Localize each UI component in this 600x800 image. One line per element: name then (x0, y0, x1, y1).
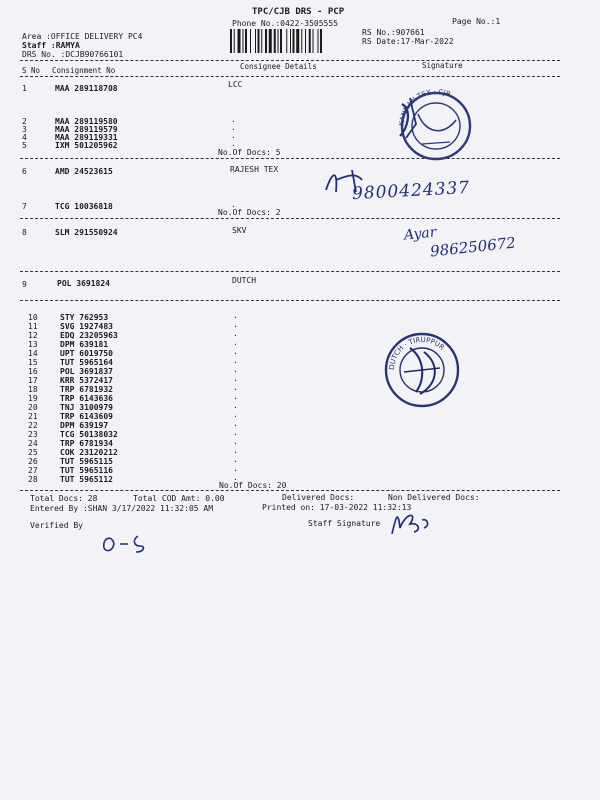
divider (20, 218, 560, 219)
stamp-text: DUTCH · TIRUPPUR (387, 335, 446, 371)
no-of-docs: No.Of Docs: 5 (218, 148, 281, 157)
barcode-bar (318, 29, 319, 53)
row-consignment: DPM 639197 (60, 421, 109, 430)
row-sno: 21 (28, 412, 38, 421)
row-consignment: SLM 291550924 (55, 228, 118, 237)
entered-by: Entered By :SHAN 3/17/2022 11:32:05 AM (30, 504, 214, 513)
barcode-bar (278, 29, 279, 53)
stamp-text: KANNAN TEX · CJB (397, 87, 452, 127)
printed-on: Printed on: 17-03-2022 11:32:13 (262, 503, 412, 512)
row-sno: 16 (28, 367, 38, 376)
dot-mark: . (233, 446, 238, 455)
dot-mark: . (233, 410, 238, 419)
row-consignee: SKV (232, 226, 247, 235)
row-sno: 15 (28, 358, 38, 367)
dot-mark: . (233, 383, 238, 392)
row-sno: 5 (22, 141, 27, 150)
row-consignment: EDQ 23205963 (60, 331, 118, 340)
row-consignment: TCG 10036818 (55, 202, 113, 211)
dot-mark: . (233, 356, 238, 365)
col-header-signature: Signature (422, 61, 463, 70)
dot-mark: . (231, 139, 236, 148)
row-consignment: POL 3691824 (57, 279, 110, 288)
dot-mark: . (233, 347, 238, 356)
drs-number: DRS No. :DCJB90766101 (22, 50, 124, 59)
row-consignment: DPM 639181 (60, 340, 109, 349)
dot-mark: . (233, 401, 238, 410)
row-sno: 2 (22, 117, 27, 126)
row-sno: 12 (28, 331, 38, 340)
divider (20, 60, 560, 61)
dot-mark: . (231, 200, 236, 209)
row-sno: 9 (22, 280, 27, 289)
row-sno: 17 (28, 376, 38, 385)
non-delivered-docs: Non Delivered Docs: (388, 493, 480, 502)
barcode-bar (309, 29, 311, 53)
row-sno: 8 (22, 228, 27, 237)
barcode-bar (293, 29, 295, 53)
staff-signature (388, 508, 434, 538)
row-consignment: IXM 501205962 (55, 141, 118, 150)
row-consignment: AMD 24523615 (55, 167, 113, 176)
barcode-bar (230, 29, 232, 53)
company-stamp-icon (392, 84, 478, 164)
col-header-sno: S No (22, 66, 41, 75)
area-label: Area :OFFICE DELIVERY PC4 (22, 32, 143, 41)
row-consignment: TUT 5965164 (60, 358, 113, 367)
document-title: TPC/CJB DRS - PCP (252, 7, 345, 17)
dot-mark: . (233, 473, 238, 482)
phone-number: Phone No.:0422-3505555 (232, 19, 338, 28)
staff-signature-label: Staff Signature (308, 519, 381, 528)
dot-mark: . (233, 329, 238, 338)
dot-mark: . (231, 131, 236, 140)
col-header-consignee: Consignee Details (240, 62, 317, 71)
page-number: Page No.:1 (452, 17, 501, 26)
row-sno: 11 (28, 322, 38, 331)
row-sno: 13 (28, 340, 38, 349)
barcode-bar (286, 29, 287, 53)
row-sno: 4 (22, 133, 27, 142)
barcode-bar (296, 29, 299, 53)
row-sno: 1 (22, 84, 27, 93)
barcode-bar (265, 29, 267, 53)
barcode-bar (274, 29, 276, 53)
rs-date: RS Date:17-Mar-2022 (362, 37, 454, 46)
row-sno: 22 (28, 421, 38, 430)
row-consignment: TUT 5965112 (60, 475, 113, 484)
divider (20, 158, 560, 159)
dot-mark: . (233, 428, 238, 437)
row-sno: 25 (28, 448, 38, 457)
row-consignment: COK 23120212 (60, 448, 118, 457)
verified-by-signature (98, 530, 168, 556)
dot-mark: . (233, 365, 238, 374)
barcode-bar (258, 29, 260, 53)
row-consignment: TRP 6143609 (60, 412, 113, 421)
row-sno: 23 (28, 430, 38, 439)
dot-mark: . (233, 338, 238, 347)
row-sno: 24 (28, 439, 38, 448)
row-consignment: SVG 1927483 (60, 322, 113, 331)
barcode (230, 29, 356, 53)
total-cod-amount: Total COD Amt: 0.00 (133, 494, 225, 503)
handwritten-phone-2: 986250672 (429, 233, 517, 261)
col-header-consignment: Consignment No (52, 66, 116, 75)
row-sno: 19 (28, 394, 38, 403)
row-consignee: LCC (228, 80, 243, 89)
row-consignment: MAA 289119580 (55, 117, 118, 126)
rs-number: RS No.:907661 (362, 28, 425, 37)
verified-by-label: Verified By (30, 521, 83, 530)
barcode-bar (301, 29, 302, 53)
row-sno: 18 (28, 385, 38, 394)
row-sno: 20 (28, 403, 38, 412)
barcode-bar (255, 29, 256, 53)
dot-mark: . (231, 123, 236, 132)
row-consignment: TUT 5965116 (60, 466, 113, 475)
barcode-bar (261, 29, 262, 53)
dot-mark: . (231, 115, 236, 124)
row-sno: 26 (28, 457, 38, 466)
row-consignment: MAA 289119579 (55, 125, 118, 134)
barcode-bar (290, 29, 291, 53)
barcode-bar (313, 29, 314, 53)
row-consignment: UPT 6019750 (60, 349, 113, 358)
handwritten-phone-1: 9800424337 (351, 177, 471, 205)
dutch-stamp-icon (380, 328, 464, 412)
barcode-bar (245, 29, 247, 53)
dot-mark: . (233, 437, 238, 446)
row-sno: 28 (28, 475, 38, 484)
barcode-bar (320, 29, 322, 53)
row-sno: 3 (22, 125, 27, 134)
row-consignment: TRP 6781934 (60, 439, 113, 448)
dot-mark: . (233, 455, 238, 464)
no-of-docs: No.Of Docs: 2 (218, 208, 281, 217)
total-docs: Total Docs: 28 (30, 494, 98, 503)
dot-mark: . (233, 392, 238, 401)
row-sno: 27 (28, 466, 38, 475)
no-of-docs: No.Of Docs: 20 (219, 481, 287, 490)
barcode-bar (305, 29, 306, 53)
row-sno: 10 (28, 313, 38, 322)
barcode-bar (269, 29, 272, 53)
row-consignment: TNJ 3100979 (60, 403, 113, 412)
row-consignment: TCG 50138032 (60, 430, 118, 439)
barcode-bar (243, 29, 244, 53)
dot-mark: . (233, 311, 238, 320)
row-consignee: DUTCH (232, 276, 257, 285)
barcode-bar (280, 29, 282, 53)
dot-mark: . (233, 320, 238, 329)
divider (20, 76, 560, 77)
delivered-docs: Delivered Docs: (282, 493, 355, 502)
divider (20, 271, 560, 272)
divider (20, 490, 560, 491)
row-sno: 7 (22, 202, 27, 211)
dot-mark: . (233, 464, 238, 473)
row-consignment: TRP 6143636 (60, 394, 113, 403)
row-consignment: TUT 5965115 (60, 457, 113, 466)
barcode-bar (238, 29, 241, 53)
row-consignment: MAA 289119331 (55, 133, 118, 142)
row-consignee: RAJESH TEX (230, 165, 279, 174)
row-sno: 14 (28, 349, 38, 358)
staff-label: Staff :RAMYA (22, 41, 80, 50)
row-consignment: MAA 289118708 (55, 84, 118, 93)
barcode-bar (234, 29, 235, 53)
row-consignment: KRR 5372417 (60, 376, 113, 385)
barcode-bar (250, 29, 251, 53)
dot-mark: . (233, 419, 238, 428)
row-consignment: TRP 6781932 (60, 385, 113, 394)
row-consignment: STY 762953 (60, 313, 109, 322)
handwritten-name-2: Ayar (403, 224, 438, 244)
divider (20, 300, 560, 301)
dot-mark: . (233, 374, 238, 383)
row-consignment: POL 3691837 (60, 367, 113, 376)
row-sno: 6 (22, 167, 27, 176)
